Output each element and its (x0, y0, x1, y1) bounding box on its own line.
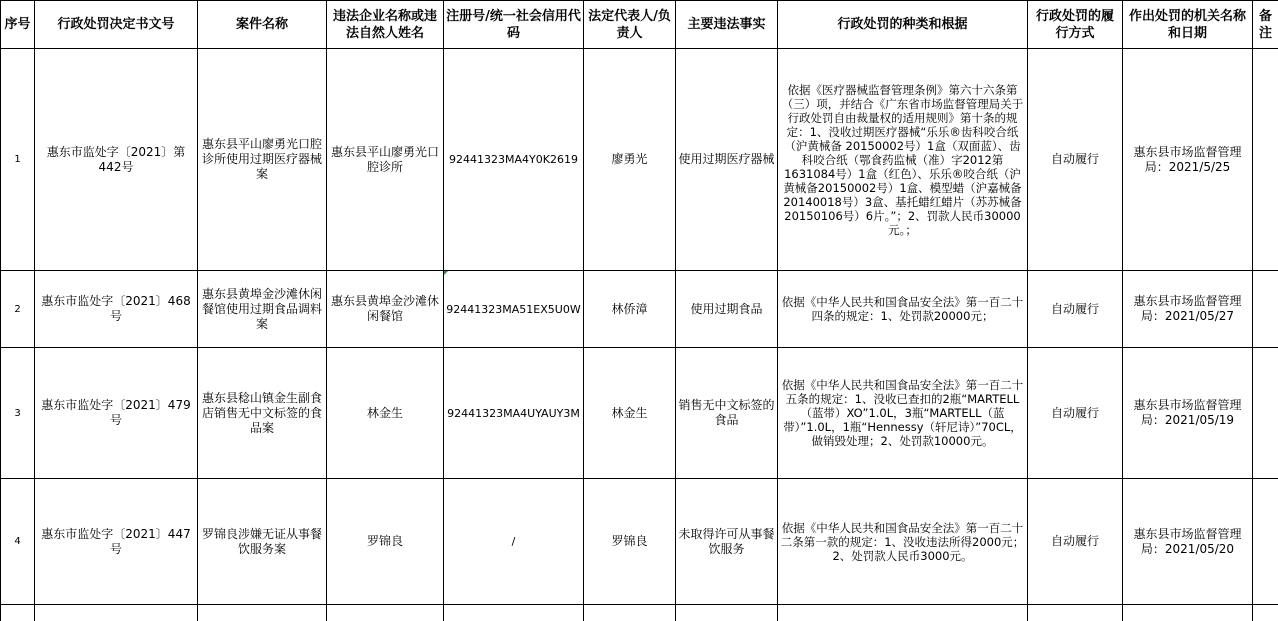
empty-cell (35, 605, 198, 621)
cell-penalty-basis: 依据《中华人民共和国食品安全法》第一百二十四条的规定：1、处罚款20000元； (778, 271, 1028, 348)
table-row (1, 271, 1278, 348)
header-penalty-basis: 行政处罚的种类和根据 (778, 1, 1028, 49)
cell-party: 罗锦良 (327, 479, 444, 605)
cell-decision-no: 惠东市监处字〔2021〕479号 (35, 348, 198, 479)
cell-penalty-basis: 依据《医疗器械监督管理条例》第六十六条第（三）项，并结合《广东省市场监督管理局关于行政处罚自由裁量权的适用规则》第十条的规定：1、没收过期医疗器械“乐乐®齿科咬合纸（沪黄械备 20150002号）1盒（双面蓝）、齿科咬合纸（鄂食药监械（准）字2012第1631084号）1盒（红色）、乐乐®咬合纸（沪黄械备20150002号）1盒、模型蜡（沪嘉械备20140018号）3盒、基托蜡红蜡片（苏苏械备20150106号）6片。”；2、罚款人民币30000元。； (778, 49, 1028, 271)
header-case-name: 案件名称 (198, 1, 327, 49)
cell-decision-no: 惠东市监处字〔2021〕468号 (35, 271, 198, 348)
cell-penalty-basis: 依据《中华人民共和国食品安全法》第一百二十二条第一款的规定：1、没收违法所得2000元；2、处罚款人民币3000元。 (778, 479, 1028, 605)
cell-authority-date: 惠东县市场监督管理局：2021/05/20 (1123, 479, 1253, 605)
cell-execution: 自动履行 (1028, 479, 1123, 605)
cell-execution: 自动履行 (1028, 49, 1123, 271)
header-authority-date: 作出处罚的机关名称和日期 (1123, 1, 1253, 49)
header-index: 序号 (1, 1, 35, 49)
table-row (1, 49, 1278, 271)
table-row (1, 348, 1278, 479)
empty-cell (198, 605, 327, 621)
cell-index: 3 (1, 348, 35, 479)
cell-violation: 销售无中文标签的食品 (676, 348, 778, 479)
empty-cell (444, 605, 584, 621)
header-party: 违法企业名称或违法自然人姓名 (327, 1, 444, 49)
cell-remarks (1253, 348, 1278, 479)
cell-legal-rep: 罗锦良 (584, 479, 676, 605)
cell-penalty-basis: 依据《中华人民共和国食品安全法》第一百二十五条的规定：1、没收已查扣的2瓶“MARTELL（蓝带）XO”1.0L，3瓶“MARTELL（蓝带）”1.0L，1瓶“Hennessy（轩尼诗）”70CL，做销毁处理；2、处罚款10000元。 (778, 348, 1028, 479)
cell-remarks (1253, 479, 1278, 605)
empty-cell (1123, 605, 1253, 621)
header-legal-rep: 法定代表人/负责人 (584, 1, 676, 49)
cell-reg-no: 92441323MA51EX5U0W (444, 271, 584, 348)
header-row (1, 1, 1278, 49)
empty-cell (1028, 605, 1123, 621)
header-reg-no: 注册号/统一社会信用代码 (444, 1, 584, 49)
empty-cell (327, 605, 444, 621)
cell-execution: 自动履行 (1028, 348, 1123, 479)
cell-index: 4 (1, 479, 35, 605)
header-decision-no: 行政处罚决定书文号 (35, 1, 198, 49)
cell-execution: 自动履行 (1028, 271, 1123, 348)
cell-case-name: 惠东县黄埠金沙滩休闲餐馆使用过期食品调料案 (198, 271, 327, 348)
cell-legal-rep: 林侨漳 (584, 271, 676, 348)
cell-remarks (1253, 49, 1278, 271)
cell-authority-date: 惠东县市场监督管理局：2021/05/27 (1123, 271, 1253, 348)
cell-violation: 使用过期医疗器械 (676, 49, 778, 271)
header-remarks: 备注 (1253, 1, 1278, 49)
header-violation: 主要违法事实 (676, 1, 778, 49)
cell-case-name: 惠东县平山廖勇光口腔诊所使用过期医疗器械案 (198, 49, 327, 271)
cell-legal-rep: 林金生 (584, 348, 676, 479)
cell-reg-no: / (444, 479, 584, 605)
cell-remarks (1253, 271, 1278, 348)
cell-authority-date: 惠东县市场监督管理局：2021/5/25 (1123, 49, 1253, 271)
cell-party: 惠东县平山廖勇光口腔诊所 (327, 49, 444, 271)
cell-decision-no: 惠东市监处字〔2021〕447号 (35, 479, 198, 605)
cell-party: 惠东县黄埠金沙滩休闲餐馆 (327, 271, 444, 348)
cell-authority-date: 惠东县市场监督管理局：2021/05/19 (1123, 348, 1253, 479)
cell-legal-rep: 廖勇光 (584, 49, 676, 271)
cell-party: 林金生 (327, 348, 444, 479)
empty-cell (778, 605, 1028, 621)
header-execution: 行政处罚的履行方式 (1028, 1, 1123, 49)
table-row (1, 479, 1278, 605)
empty-cell (584, 605, 676, 621)
empty-cell (676, 605, 778, 621)
cell-decision-no: 惠东市监处字〔2021〕第442号 (35, 49, 198, 271)
cell-index: 2 (1, 271, 35, 348)
cell-violation: 使用过期食品 (676, 271, 778, 348)
cell-violation: 未取得许可从事餐饮服务 (676, 479, 778, 605)
cell-case-name: 罗锦良涉嫌无证从事餐饮服务案 (198, 479, 327, 605)
cell-index: 1 (1, 49, 35, 271)
cell-case-name: 惠东县稔山镇金生副食店销售无中文标签的食品案 (198, 348, 327, 479)
empty-cell (1253, 605, 1278, 621)
empty-cell (1, 605, 35, 621)
cell-reg-no: 92441323MA4Y0K2619 (444, 49, 584, 271)
cell-reg-no: 92441323MA4UYAUY3M (444, 348, 584, 479)
table-row-empty (1, 605, 1278, 621)
